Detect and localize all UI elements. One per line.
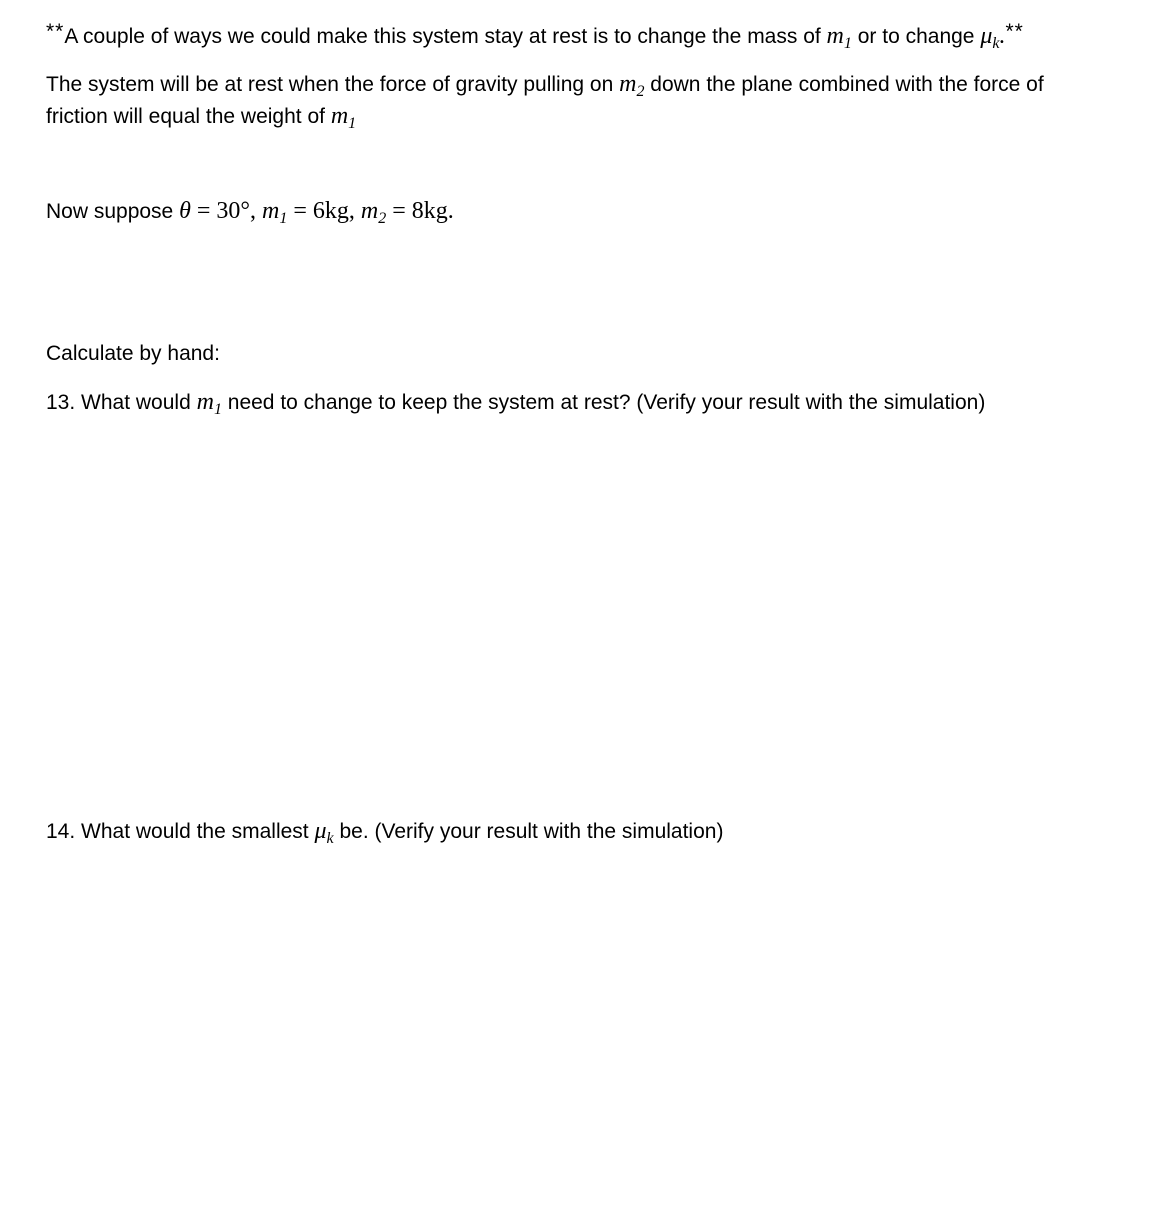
note-period: .	[999, 23, 1006, 49]
explanation-line-1: The system will be at rest when the force of gravity pulling on $m_2$ down the plane combined with the force of	[46, 71, 1044, 100]
suppose-line	[46, 195, 454, 228]
question-13: 13. What would $m_1$ need to change to keep the system at rest? (Verify your result with the simulation)	[46, 389, 986, 418]
note-text-before: A couple of ways we could make this system stay at rest is to change the mass of	[64, 25, 827, 48]
note-stars-open: **	[46, 20, 65, 43]
m1-symbol: $m_1$	[196, 389, 222, 418]
m1-symbol: $m_1$	[330, 103, 357, 132]
given-values-expression: θ = 30°, $m_1 = 6kg$, $m_2 = 8kg$.	[179, 198, 454, 227]
m1-symbol: $m_1$	[826, 23, 852, 52]
question-14: 14. What would the smallest $\mu_k$ be. (Verify your result with the simulation)	[46, 818, 724, 847]
note-stars-close: **	[1005, 20, 1024, 43]
mu-k-symbol: $\mu_k$	[314, 818, 334, 847]
note-line	[46, 20, 1024, 53]
suppose-prefix: Now suppose	[46, 200, 180, 223]
calc-heading: Calculate by hand:	[46, 342, 220, 365]
explanation-line-2: friction will equal the weight of $m_1$	[46, 103, 357, 132]
mu-k-symbol: $\mu_k$	[980, 23, 1000, 52]
note-text-middle: or to change	[851, 25, 981, 48]
m2-symbol: $m_2$	[619, 71, 645, 100]
